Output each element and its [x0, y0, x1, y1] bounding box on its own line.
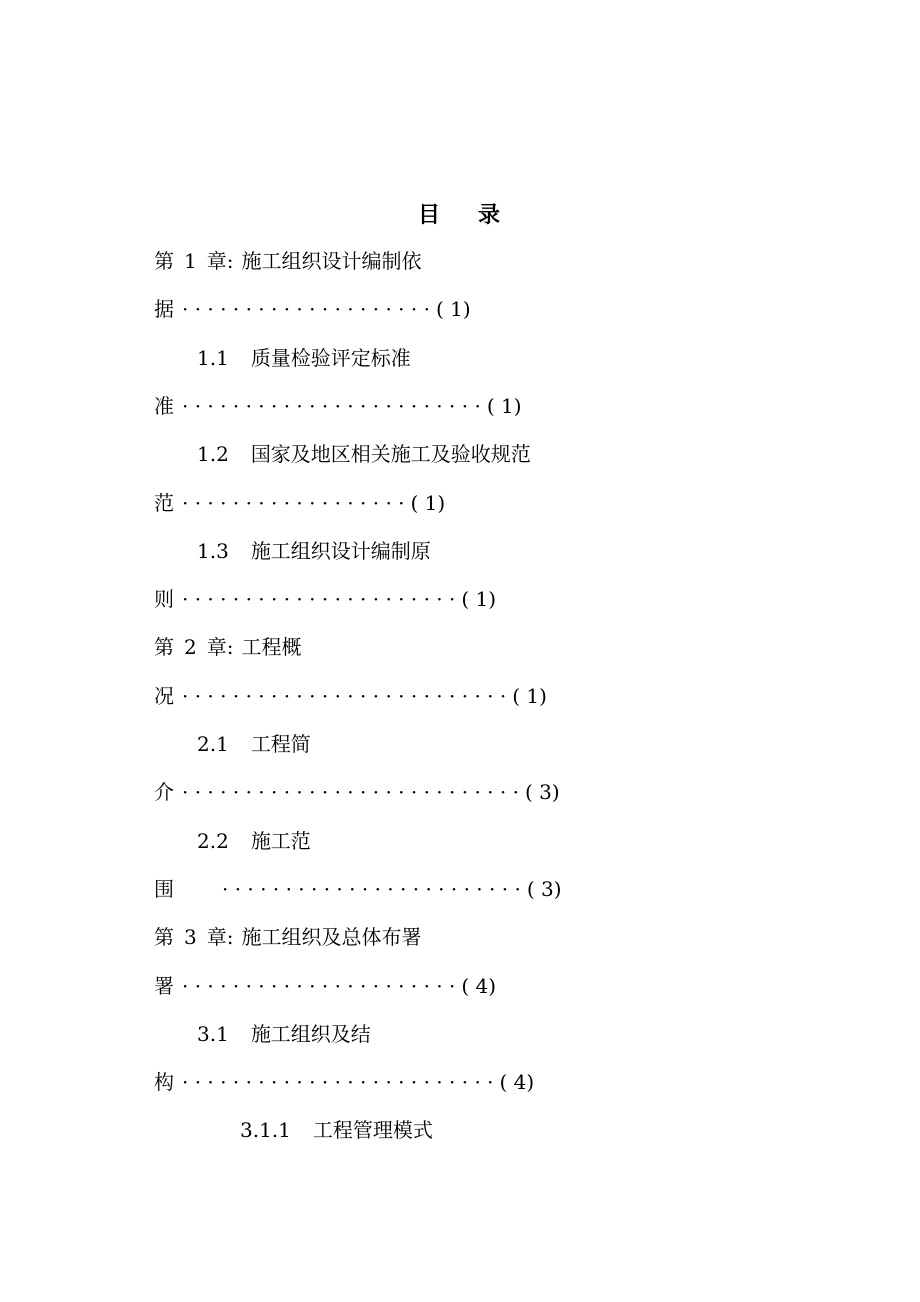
page-number: ( 1) — [461, 587, 497, 612]
toc-entry-continuation — [154, 584, 496, 614]
entry-last-char: 署 — [154, 973, 174, 998]
entry-last-char: 范 — [154, 490, 174, 515]
section-title: 施工范 — [250, 828, 311, 853]
section-title: 工程简 — [250, 732, 311, 756]
toc-chapter-heading — [154, 246, 421, 276]
page-number: ( 4) — [499, 1070, 535, 1095]
leader-dots: · · · · · · · · · · · · · · · · · · · · · · · · · — [182, 1070, 494, 1095]
toc-entry-continuation — [154, 294, 471, 324]
chapter-suffix: 章: — [206, 249, 234, 273]
section-number: 3.1.1 — [240, 1118, 291, 1143]
chapter-prefix: 第 — [154, 249, 174, 273]
page-number: ( 1) — [435, 297, 471, 322]
page-number: ( 1) — [486, 393, 522, 418]
toc-section-heading — [197, 729, 311, 759]
section-title: 质量检验评定标准 — [250, 345, 411, 370]
toc-section-heading — [197, 439, 531, 469]
chapter-number: 1 — [184, 249, 197, 273]
toc-section-heading — [197, 826, 311, 856]
toc-title-right: 录 — [478, 202, 503, 228]
chapter-number: 2 — [184, 635, 197, 660]
chapter-title: 施工组织设计编制依 — [241, 249, 422, 273]
entry-last-char: 据 — [154, 297, 174, 322]
chapter-number: 3 — [184, 925, 197, 950]
section-number: 3.1 — [197, 1021, 229, 1046]
chapter-title: 工程概 — [241, 635, 302, 660]
toc-subsection-heading — [240, 1115, 433, 1145]
leader-dots: · · · · · · · · · · · · · · · · · · — [182, 490, 405, 515]
toc-entry-continuation — [154, 874, 562, 904]
chapter-prefix: 第 — [154, 635, 174, 660]
page-number: ( 4) — [461, 973, 497, 998]
section-number: 2.2 — [197, 828, 229, 853]
leader-dots: · · · · · · · · · · · · · · · · · · · · · · — [182, 973, 456, 998]
section-number: 1.2 — [197, 442, 229, 467]
entry-last-char: 围 — [154, 876, 174, 901]
toc-chapter-heading — [154, 922, 421, 952]
toc-section-heading — [197, 343, 411, 373]
toc-title — [0, 198, 920, 229]
entry-last-char: 准 — [154, 393, 174, 418]
entry-last-char: 则 — [154, 587, 174, 612]
leader-dots: · · · · · · · · · · · · · · · · · · · · — [182, 297, 430, 322]
leader-dots: · · · · · · · · · · · · · · · · · · · · · · · · · · · — [182, 780, 519, 805]
page-number: ( 3) — [526, 876, 562, 901]
page-number: ( 1) — [512, 683, 547, 708]
entry-last-char: 构 — [154, 1070, 174, 1095]
toc-title-left: 目 — [417, 202, 442, 228]
page-number: ( 1) — [410, 490, 446, 515]
toc-section-heading — [197, 1019, 371, 1049]
toc-section-heading — [197, 536, 431, 566]
leader-dots: · · · · · · · · · · · · · · · · · · · · · · · · · · — [182, 683, 507, 708]
entry-last-char: 况 — [154, 683, 174, 708]
toc-entry-continuation — [154, 1067, 534, 1097]
toc-chapter-heading — [154, 632, 301, 662]
chapter-prefix: 第 — [154, 925, 174, 950]
section-number: 1.3 — [197, 538, 229, 563]
toc-entry-continuation — [154, 488, 445, 518]
toc-entry-continuation — [154, 681, 547, 711]
toc-entry-continuation — [154, 777, 560, 807]
toc-entry-continuation — [154, 391, 522, 421]
chapter-suffix: 章: — [206, 635, 234, 660]
chapter-title: 施工组织及总体布署 — [241, 925, 422, 950]
section-number: 1.1 — [197, 345, 229, 370]
leader-dots: · · · · · · · · · · · · · · · · · · · · · · · · — [222, 876, 521, 901]
section-title: 施工组织设计编制原 — [250, 538, 431, 563]
chapter-suffix: 章: — [206, 925, 234, 950]
toc-entry-continuation — [154, 971, 496, 1001]
section-title: 国家及地区相关施工及验收规范 — [250, 442, 531, 467]
section-number: 2.1 — [197, 732, 229, 756]
section-title: 工程管理模式 — [312, 1118, 433, 1143]
entry-last-char: 介 — [154, 780, 174, 805]
leader-dots: · · · · · · · · · · · · · · · · · · · · · · — [182, 587, 456, 612]
page-number: ( 3) — [524, 780, 560, 805]
leader-dots: · · · · · · · · · · · · · · · · · · · · · · · · — [182, 393, 481, 418]
section-title: 施工组织及结 — [250, 1021, 371, 1046]
